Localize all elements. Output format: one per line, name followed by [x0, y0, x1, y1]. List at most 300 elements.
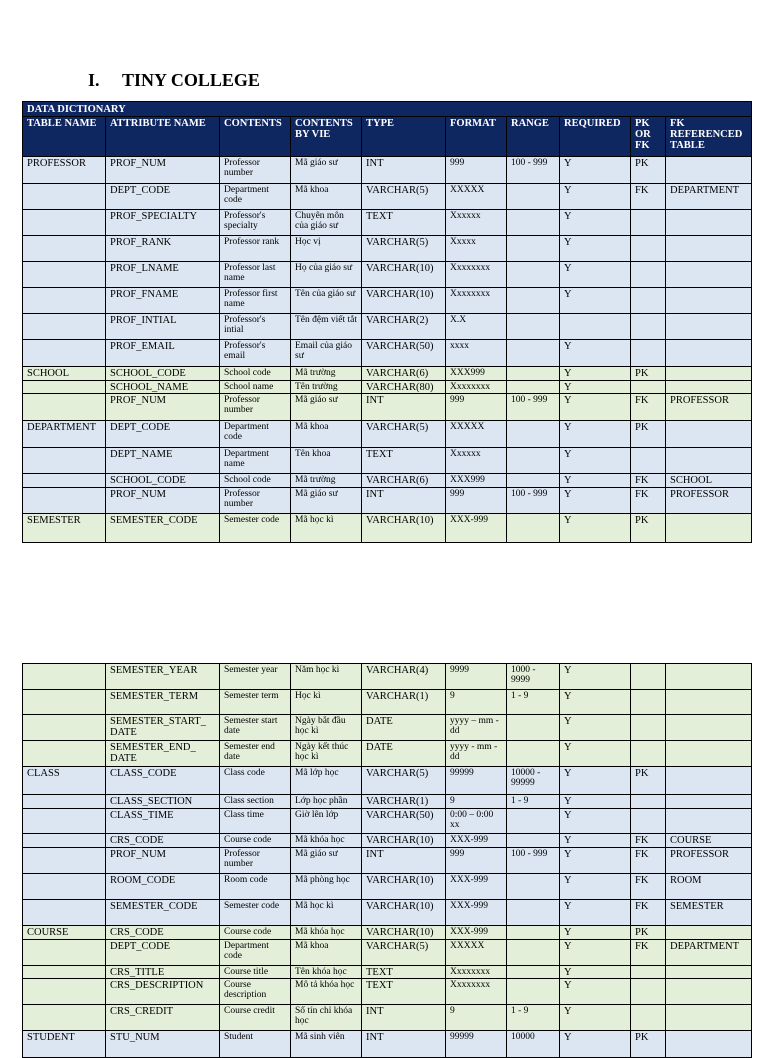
format-cell: XXX999: [446, 474, 507, 488]
attribute-name-cell: PROF_NUM: [106, 394, 220, 421]
format-cell: Xxxxxxxx: [446, 979, 507, 1005]
required-cell: Y: [560, 514, 631, 543]
fk-ref-cell: [666, 288, 752, 314]
section-heading: [88, 70, 260, 91]
range-cell: [507, 741, 560, 767]
contents-vie-cell: Giờ lên lớp: [291, 809, 362, 834]
table-name-cell: COURSE: [23, 926, 106, 940]
range-cell: 100 - 999: [507, 157, 560, 184]
table-row: [23, 848, 752, 874]
fk-ref-cell: SCHOOL: [666, 474, 752, 488]
contents-cell: Semester end date: [220, 741, 291, 767]
contents-vie-cell: Ngày bắt đầu học kì: [291, 715, 362, 741]
attribute-name-cell: CRS_CODE: [106, 834, 220, 848]
attribute-name-cell: DEPT_NAME: [106, 448, 220, 474]
required-cell: Y: [560, 741, 631, 767]
table-row: [23, 421, 752, 448]
format-cell: XXXXX: [446, 940, 507, 966]
format-cell: Xxxxxx: [446, 448, 507, 474]
contents-vie-cell: Mã học kì: [291, 514, 362, 543]
contents-vie-cell: Mã phòng học: [291, 874, 362, 900]
type-cell: VARCHAR(6): [362, 474, 446, 488]
key-cell: PK: [631, 767, 666, 795]
fk-ref-cell: [666, 421, 752, 448]
range-cell: 100 - 999: [507, 394, 560, 421]
fk-ref-cell: COURSE: [666, 834, 752, 848]
contents-cell: School code: [220, 367, 291, 381]
type-cell: VARCHAR(5): [362, 421, 446, 448]
contents-vie-cell: Mã giáo sư: [291, 157, 362, 184]
type-cell: VARCHAR(4): [362, 664, 446, 690]
table-name-cell: [23, 448, 106, 474]
contents-cell: Professor first name: [220, 288, 291, 314]
type-cell: TEXT: [362, 210, 446, 236]
table-name-cell: [23, 664, 106, 690]
table-row: [23, 741, 752, 767]
table2-body: [23, 664, 752, 1058]
key-cell: FK: [631, 940, 666, 966]
table-name-cell: [23, 690, 106, 715]
type-cell: VARCHAR(5): [362, 184, 446, 210]
fk-ref-cell: DEPARTMENT: [666, 184, 752, 210]
key-cell: FK: [631, 184, 666, 210]
table-row: [23, 184, 752, 210]
contents-vie-cell: Lớp học phần: [291, 795, 362, 809]
contents-vie-cell: Mã khóa học: [291, 926, 362, 940]
table-name-cell: [23, 262, 106, 288]
attribute-name-cell: SCHOOL_NAME: [106, 381, 220, 394]
table-row: [23, 1005, 752, 1031]
table-name-cell: [23, 715, 106, 741]
fk-ref-cell: [666, 262, 752, 288]
table-name-cell: [23, 795, 106, 809]
table-row: [23, 236, 752, 262]
key-cell: PK: [631, 926, 666, 940]
header-cell: REQUIRED: [560, 117, 631, 157]
range-cell: [507, 288, 560, 314]
section-title: TINY COLLEGE: [122, 70, 260, 90]
attribute-name-cell: PROF_NUM: [106, 848, 220, 874]
contents-cell: Course title: [220, 966, 291, 979]
format-cell: XXX-999: [446, 834, 507, 848]
attribute-name-cell: PROF_FNAME: [106, 288, 220, 314]
table-row: [23, 664, 752, 690]
required-cell: Y: [560, 715, 631, 741]
contents-vie-cell: Học vị: [291, 236, 362, 262]
key-cell: PK: [631, 157, 666, 184]
attribute-name-cell: PROF_NUM: [106, 488, 220, 514]
type-cell: TEXT: [362, 979, 446, 1005]
key-cell: [631, 288, 666, 314]
table-name-cell: [23, 1005, 106, 1031]
contents-cell: Semester code: [220, 900, 291, 926]
table-name-cell: [23, 940, 106, 966]
format-cell: XXX999: [446, 367, 507, 381]
key-cell: [631, 340, 666, 367]
type-cell: VARCHAR(10): [362, 262, 446, 288]
range-cell: [507, 210, 560, 236]
key-cell: FK: [631, 834, 666, 848]
table-row: [23, 448, 752, 474]
contents-vie-cell: Tên trường: [291, 381, 362, 394]
attribute-name-cell: DEPT_CODE: [106, 184, 220, 210]
required-cell: Y: [560, 184, 631, 210]
contents-vie-cell: Mã trường: [291, 367, 362, 381]
format-cell: XXX-999: [446, 900, 507, 926]
type-cell: INT: [362, 394, 446, 421]
contents-cell: Course credit: [220, 1005, 291, 1031]
key-cell: [631, 448, 666, 474]
contents-cell: Professor's specialty: [220, 210, 291, 236]
fk-ref-cell: [666, 966, 752, 979]
format-cell: XXXXX: [446, 184, 507, 210]
attribute-name-cell: SCHOOL_CODE: [106, 367, 220, 381]
table-name-cell: [23, 340, 106, 367]
data-dictionary-table-part2: [22, 663, 752, 1058]
key-cell: PK: [631, 367, 666, 381]
table-row: [23, 340, 752, 367]
contents-cell: Department code: [220, 940, 291, 966]
fk-ref-cell: [666, 767, 752, 795]
header-cell: ATTRIBUTE NAME: [106, 117, 220, 157]
table-name-cell: SCHOOL: [23, 367, 106, 381]
required-cell: Y: [560, 979, 631, 1005]
table-name-cell: [23, 488, 106, 514]
range-cell: [507, 474, 560, 488]
range-cell: 1 - 9: [507, 795, 560, 809]
table-row: [23, 288, 752, 314]
required-cell: Y: [560, 900, 631, 926]
key-cell: PK: [631, 1031, 666, 1058]
header-cell: CONTENTS: [220, 117, 291, 157]
required-cell: Y: [560, 210, 631, 236]
range-cell: [507, 809, 560, 834]
attribute-name-cell: DEPT_CODE: [106, 940, 220, 966]
attribute-name-cell: PROF_INTIAL: [106, 314, 220, 340]
format-cell: 9: [446, 690, 507, 715]
range-cell: [507, 900, 560, 926]
contents-vie-cell: Mã khoa: [291, 940, 362, 966]
table-row: [23, 874, 752, 900]
attribute-name-cell: CLASS_CODE: [106, 767, 220, 795]
range-cell: [507, 340, 560, 367]
fk-ref-cell: [666, 448, 752, 474]
contents-cell: Professor number: [220, 488, 291, 514]
table-name-cell: [23, 236, 106, 262]
fk-ref-cell: [666, 809, 752, 834]
key-cell: FK: [631, 394, 666, 421]
range-cell: 1000 - 9999: [507, 664, 560, 690]
table-row: [23, 262, 752, 288]
header-cell: FK REFERENCED TABLE: [666, 117, 752, 157]
attribute-name-cell: PROF_LNAME: [106, 262, 220, 288]
table-row: [23, 795, 752, 809]
contents-vie-cell: Mã giáo sư: [291, 848, 362, 874]
type-cell: DATE: [362, 715, 446, 741]
fk-ref-cell: PROFESSOR: [666, 488, 752, 514]
required-cell: Y: [560, 926, 631, 940]
range-cell: [507, 262, 560, 288]
table-name-cell: DEPARTMENT: [23, 421, 106, 448]
key-cell: [631, 966, 666, 979]
required-cell: Y: [560, 367, 631, 381]
format-cell: 9: [446, 1005, 507, 1031]
range-cell: [507, 966, 560, 979]
format-cell: 9999: [446, 664, 507, 690]
key-cell: [631, 210, 666, 236]
fk-ref-cell: SEMESTER: [666, 900, 752, 926]
format-cell: 0:00 – 0:00 xx: [446, 809, 507, 834]
type-cell: VARCHAR(10): [362, 926, 446, 940]
data-dictionary-table-part1: [22, 101, 752, 543]
contents-cell: Student: [220, 1031, 291, 1058]
fk-ref-cell: [666, 236, 752, 262]
fk-ref-cell: DEPARTMENT: [666, 940, 752, 966]
table1-body: [23, 157, 752, 543]
required-cell: Y: [560, 1005, 631, 1031]
contents-vie-cell: Mã học kì: [291, 900, 362, 926]
table-name-cell: [23, 809, 106, 834]
type-cell: VARCHAR(10): [362, 288, 446, 314]
range-cell: 100 - 999: [507, 848, 560, 874]
type-cell: VARCHAR(50): [362, 340, 446, 367]
required-cell: Y: [560, 381, 631, 394]
required-cell: Y: [560, 940, 631, 966]
contents-vie-cell: Mã trường: [291, 474, 362, 488]
contents-cell: Course code: [220, 834, 291, 848]
contents-cell: Professor number: [220, 394, 291, 421]
type-cell: VARCHAR(1): [362, 795, 446, 809]
type-cell: INT: [362, 1031, 446, 1058]
format-cell: Xxxxxxxx: [446, 966, 507, 979]
range-cell: [507, 834, 560, 848]
range-cell: [507, 979, 560, 1005]
range-cell: 10000: [507, 1031, 560, 1058]
contents-vie-cell: Tên khóa học: [291, 966, 362, 979]
type-cell: VARCHAR(10): [362, 900, 446, 926]
range-cell: 100 - 999: [507, 488, 560, 514]
required-cell: Y: [560, 664, 631, 690]
type-cell: TEXT: [362, 448, 446, 474]
format-cell: yyyy – mm - dd: [446, 715, 507, 741]
range-cell: [507, 514, 560, 543]
table-name-cell: [23, 966, 106, 979]
required-cell: Y: [560, 340, 631, 367]
fk-ref-cell: [666, 367, 752, 381]
type-cell: VARCHAR(10): [362, 834, 446, 848]
contents-cell: Class time: [220, 809, 291, 834]
format-cell: yyyy - mm - dd: [446, 741, 507, 767]
fk-ref-cell: [666, 926, 752, 940]
header-cell: FORMAT: [446, 117, 507, 157]
table-name-cell: [23, 741, 106, 767]
contents-cell: Course description: [220, 979, 291, 1005]
table-row: [23, 1031, 752, 1058]
contents-vie-cell: Mã lớp học: [291, 767, 362, 795]
type-cell: VARCHAR(10): [362, 874, 446, 900]
contents-cell: Professor rank: [220, 236, 291, 262]
format-cell: 999: [446, 488, 507, 514]
range-cell: [507, 715, 560, 741]
required-cell: Y: [560, 448, 631, 474]
range-cell: [507, 940, 560, 966]
table-name-cell: [23, 834, 106, 848]
fk-ref-cell: [666, 795, 752, 809]
format-cell: xxxx: [446, 340, 507, 367]
table-name-cell: [23, 979, 106, 1005]
table-name-cell: [23, 874, 106, 900]
table-name-cell: PROFESSOR: [23, 157, 106, 184]
type-cell: INT: [362, 157, 446, 184]
table-name-cell: [23, 288, 106, 314]
type-cell: VARCHAR(5): [362, 236, 446, 262]
contents-cell: Department name: [220, 448, 291, 474]
dictionary-title: DATA DICTIONARY: [23, 102, 752, 117]
required-cell: Y: [560, 809, 631, 834]
table-name-cell: [23, 394, 106, 421]
header-cell: TABLE NAME: [23, 117, 106, 157]
format-cell: 9: [446, 795, 507, 809]
required-cell: Y: [560, 262, 631, 288]
fk-ref-cell: PROFESSOR: [666, 848, 752, 874]
fk-ref-cell: [666, 1005, 752, 1031]
key-cell: FK: [631, 848, 666, 874]
contents-cell: Department code: [220, 184, 291, 210]
contents-cell: Course code: [220, 926, 291, 940]
type-cell: INT: [362, 848, 446, 874]
table-row: [23, 690, 752, 715]
table-row: [23, 514, 752, 543]
contents-cell: Room code: [220, 874, 291, 900]
key-cell: PK: [631, 514, 666, 543]
contents-vie-cell: Email của giáo sư: [291, 340, 362, 367]
header-cell: RANGE: [507, 117, 560, 157]
range-cell: [507, 421, 560, 448]
contents-cell: Class code: [220, 767, 291, 795]
key-cell: [631, 795, 666, 809]
key-cell: FK: [631, 488, 666, 514]
contents-vie-cell: Mã giáo sư: [291, 488, 362, 514]
type-cell: VARCHAR(5): [362, 767, 446, 795]
required-cell: [560, 314, 631, 340]
required-cell: Y: [560, 421, 631, 448]
dictionary-title-row: [23, 102, 752, 117]
contents-cell: Professor's intial: [220, 314, 291, 340]
fk-ref-cell: [666, 340, 752, 367]
range-cell: [507, 184, 560, 210]
contents-cell: School name: [220, 381, 291, 394]
type-cell: VARCHAR(10): [362, 514, 446, 543]
table-name-cell: [23, 900, 106, 926]
format-cell: 999: [446, 848, 507, 874]
format-cell: 99999: [446, 767, 507, 795]
format-cell: 99999: [446, 1031, 507, 1058]
key-cell: [631, 979, 666, 1005]
format-cell: Xxxxxxxx: [446, 381, 507, 394]
required-cell: Y: [560, 394, 631, 421]
required-cell: Y: [560, 474, 631, 488]
required-cell: Y: [560, 834, 631, 848]
header-cell: TYPE: [362, 117, 446, 157]
attribute-name-cell: SEMESTER_CODE: [106, 900, 220, 926]
range-cell: [507, 874, 560, 900]
attribute-name-cell: SEMESTER_YEAR: [106, 664, 220, 690]
format-cell: 999: [446, 394, 507, 421]
key-cell: [631, 1005, 666, 1031]
fk-ref-cell: ROOM: [666, 874, 752, 900]
table-name-cell: [23, 314, 106, 340]
contents-vie-cell: Tên của giáo sư: [291, 288, 362, 314]
contents-vie-cell: Tên đệm viết tắt: [291, 314, 362, 340]
key-cell: FK: [631, 900, 666, 926]
type-cell: VARCHAR(2): [362, 314, 446, 340]
contents-cell: Semester start date: [220, 715, 291, 741]
contents-vie-cell: Mã khoa: [291, 421, 362, 448]
fk-ref-cell: [666, 664, 752, 690]
table-row: [23, 926, 752, 940]
table-name-cell: [23, 474, 106, 488]
table-row: [23, 381, 752, 394]
header-cell: PK OR FK: [631, 117, 666, 157]
table-row: [23, 488, 752, 514]
table-name-cell: STUDENT: [23, 1031, 106, 1058]
key-cell: [631, 715, 666, 741]
table-row: [23, 834, 752, 848]
table-row: [23, 474, 752, 488]
range-cell: [507, 236, 560, 262]
type-cell: TEXT: [362, 966, 446, 979]
contents-vie-cell: Ngày kết thúc học kì: [291, 741, 362, 767]
required-cell: Y: [560, 848, 631, 874]
table-row: [23, 966, 752, 979]
attribute-name-cell: CRS_CREDIT: [106, 1005, 220, 1031]
format-cell: 999: [446, 157, 507, 184]
key-cell: [631, 664, 666, 690]
range-cell: [507, 367, 560, 381]
key-cell: [631, 690, 666, 715]
fk-ref-cell: [666, 979, 752, 1005]
contents-cell: Professor number: [220, 848, 291, 874]
key-cell: FK: [631, 874, 666, 900]
contents-vie-cell: Mô tả khóa học: [291, 979, 362, 1005]
contents-vie-cell: Mã khóa học: [291, 834, 362, 848]
key-cell: [631, 809, 666, 834]
type-cell: INT: [362, 488, 446, 514]
format-cell: XXX-999: [446, 514, 507, 543]
table-name-cell: [23, 848, 106, 874]
required-cell: Y: [560, 690, 631, 715]
contents-vie-cell: Mã sinh viên: [291, 1031, 362, 1058]
format-cell: Xxxxxxxx: [446, 262, 507, 288]
table-row: [23, 715, 752, 741]
format-cell: Xxxxxxxx: [446, 288, 507, 314]
attribute-name-cell: SEMESTER_TERM: [106, 690, 220, 715]
key-cell: [631, 381, 666, 394]
attribute-name-cell: PROF_NUM: [106, 157, 220, 184]
header-row: [23, 117, 752, 157]
table-name-cell: CLASS: [23, 767, 106, 795]
format-cell: XXX-999: [446, 926, 507, 940]
table-row: [23, 210, 752, 236]
key-cell: [631, 262, 666, 288]
attribute-name-cell: ROOM_CODE: [106, 874, 220, 900]
range-cell: [507, 448, 560, 474]
contents-vie-cell: Chuyên môn của giáo sư: [291, 210, 362, 236]
format-cell: XXX-999: [446, 874, 507, 900]
attribute-name-cell: CLASS_TIME: [106, 809, 220, 834]
contents-cell: Semester code: [220, 514, 291, 543]
required-cell: Y: [560, 966, 631, 979]
